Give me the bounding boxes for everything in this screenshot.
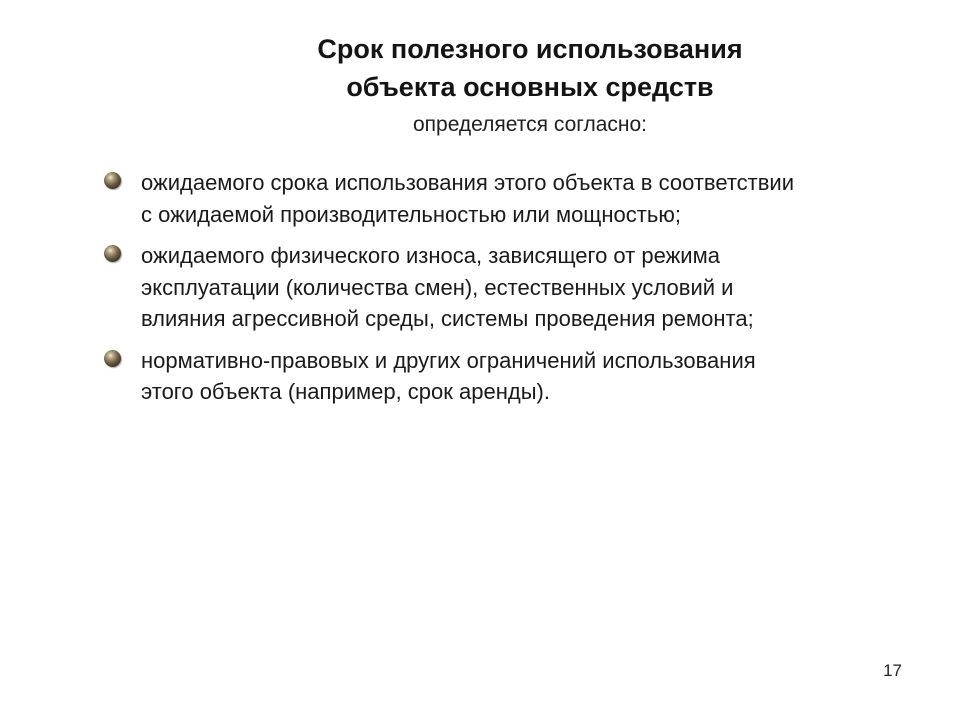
bullet-line: эксплуатации (количества смен), естественных условий и <box>141 274 734 300</box>
bullet-line: нормативно-правовых и других ограничений использования <box>141 347 756 373</box>
bullet-line: этого объекта (например, срок аренды). <box>141 379 550 404</box>
bullet-text <box>141 167 794 230</box>
bullet-line: влияния агрессивной среды, системы проведения ремонта; <box>141 306 754 331</box>
bullet-text <box>141 240 754 335</box>
title-block <box>200 30 860 140</box>
slide-title-line-2: объекта основных средств <box>346 72 714 102</box>
bullet-item <box>104 345 924 408</box>
page-number: 17 <box>883 661 902 680</box>
bullet-text <box>141 345 756 408</box>
bullet-line: с ожидаемой производительностью или мощностью; <box>141 201 681 227</box>
bullet-line: ожидаемого физического износа, зависящего от режима <box>141 243 720 268</box>
slide-title-line-1: Срок полезного использования <box>317 34 743 64</box>
bullet-line: ожидаемого срока использования этого объекта в соответствии <box>141 170 795 195</box>
bullet-item <box>104 167 924 230</box>
sphere-bullet-icon <box>104 245 121 262</box>
slide-subtitle: определяется согласно: <box>412 113 648 136</box>
sphere-bullet-icon <box>104 172 121 189</box>
bullet-item <box>104 240 924 335</box>
bullet-list <box>104 167 924 418</box>
sphere-bullet-icon <box>104 350 121 367</box>
